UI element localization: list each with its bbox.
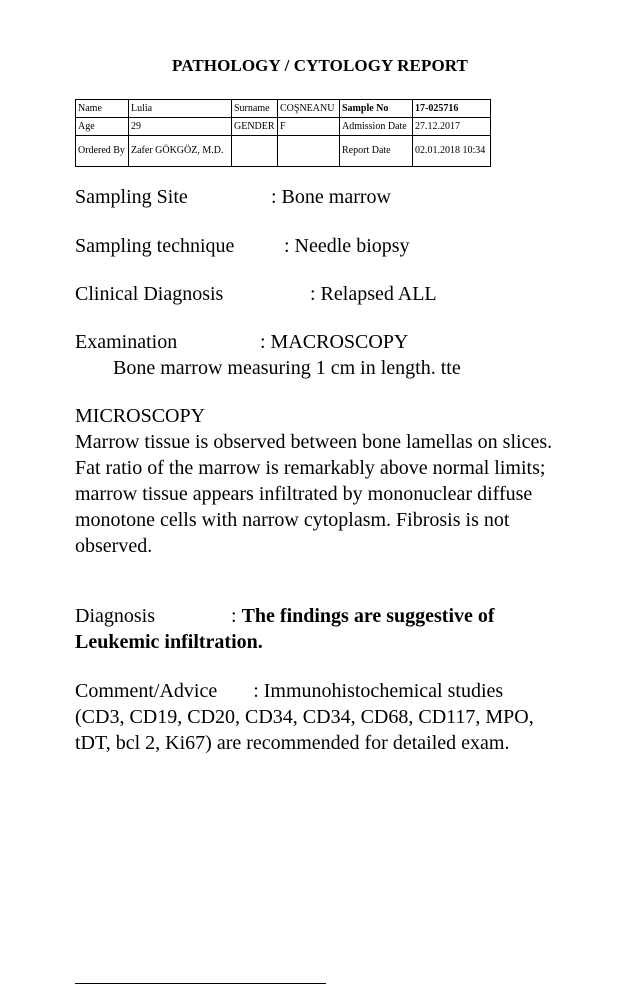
name-label: Name xyxy=(76,100,129,118)
admission-date-value: 27.12.2017 xyxy=(413,118,491,136)
report-date-value: 02.01.2018 10:34 xyxy=(413,136,491,167)
clinical-diagnosis-label: Clinical Diagnosis xyxy=(75,283,224,305)
sampling-technique-line xyxy=(75,233,410,259)
diagnosis-separator: : xyxy=(231,605,242,627)
patient-info-table xyxy=(75,99,491,167)
age-label: Age xyxy=(76,118,129,136)
table-row xyxy=(76,118,491,136)
clinical-diagnosis-value: : Relapsed ALL xyxy=(310,283,437,305)
admission-date-label: Admission Date xyxy=(340,118,413,136)
ordered-by-value: Zafer GÖKGÖZ, M.D. xyxy=(129,136,232,167)
examination-line xyxy=(75,329,409,355)
sampling-site-line xyxy=(75,184,391,210)
age-value: 29 xyxy=(129,118,232,136)
surname-value: COŞNEANU xyxy=(278,100,340,118)
comment-block xyxy=(75,678,555,756)
sampling-technique-label: Sampling technique xyxy=(75,235,235,257)
gender-value: F xyxy=(278,118,340,136)
table-row xyxy=(76,136,491,167)
sample-no-label: Sample No xyxy=(340,100,413,118)
examination-value: : MACROSCOPY xyxy=(260,331,409,353)
diagnosis-block xyxy=(75,603,565,655)
gender-label: GENDER xyxy=(232,118,278,136)
comment-separator: : xyxy=(253,680,264,702)
report-date-label: Report Date xyxy=(340,136,413,167)
name-value: Lulia xyxy=(129,100,232,118)
examination-label: Examination xyxy=(75,331,178,353)
ordered-by-label: Ordered By xyxy=(76,136,129,167)
empty-cell xyxy=(278,136,340,167)
report-title: PATHOLOGY / CYTOLOGY REPORT xyxy=(171,56,468,75)
diagnosis-value: The findings are suggestive of Leukemic infiltration. xyxy=(75,605,495,653)
comment-label: Comment/Advice xyxy=(75,680,218,702)
diagnosis-label: Diagnosis xyxy=(75,605,155,627)
sample-no-value: 17-025716 xyxy=(413,100,491,118)
empty-cell xyxy=(232,136,278,167)
microscopy-heading: MICROSCOPY xyxy=(75,405,206,427)
sampling-site-label: Sampling Site xyxy=(75,186,188,208)
table-row xyxy=(76,100,491,118)
surname-label: Surname xyxy=(232,100,278,118)
comment-value: Immunohistochemical studies (CD3, CD19, CD20, CD34, CD34, CD68, CD117, MPO, tDT, bcl 2, Ki67) are recommended for detailed exam. xyxy=(75,680,534,754)
microscopy-text: Marrow tissue is observed between bone lamellas on slices. Fat ratio of the marrow is remarkably above normal limits; marrow tissue appears infiltrated by mononuclear diffuse monotone cells with narrow cytoplasm. Fibrosis is not observed. xyxy=(75,431,553,557)
macroscopy-detail: Bone marrow measuring 1 cm in length. tte xyxy=(113,357,461,379)
signature-line xyxy=(75,983,326,984)
sampling-site-value: : Bone marrow xyxy=(271,186,391,208)
sampling-technique-value: : Needle biopsy xyxy=(284,235,410,257)
clinical-diagnosis-line xyxy=(75,281,437,307)
